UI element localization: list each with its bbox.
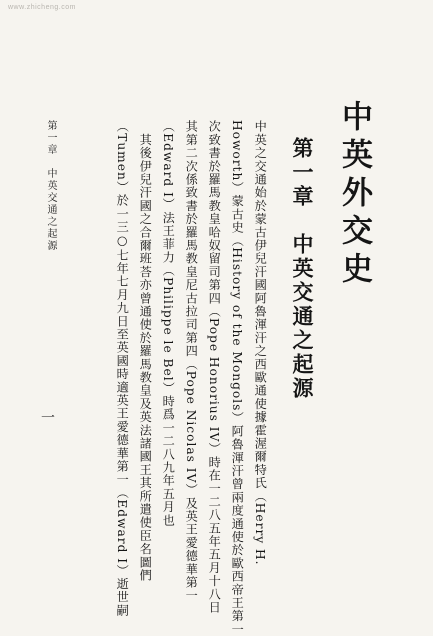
paragraph-line-4: 其第二次係致書於羅馬教皇尼古拉司第四（Pope Nicolas IV）及英王愛德華第一 <box>184 120 199 603</box>
paragraph-line-3: 次致書於羅馬教皇哈奴留司第四（Pope Honorius IV）時在一二八五年五月十八日 <box>207 120 222 615</box>
paragraph-line-5: （Edward I）法王菲力（Philippe le Bel）時爲一二八九年五月也 <box>161 120 176 527</box>
chapter-title: 第一章 中英交通之起源 <box>290 137 315 401</box>
watermark: www.zhicheng.com <box>8 4 76 11</box>
folio: 一 <box>39 410 55 424</box>
paragraph-line-1: 中英之交通始於蒙古伊兒汗國阿魯渾汗之西歐通使據霍渥爾特氏（Herry H. <box>253 120 268 566</box>
paragraph-line-6: 其後伊兒汗國之合爾班荅亦曾通使於羅馬教皇及英法諸國王其所遣使臣名圖們 <box>138 120 153 582</box>
paragraph-line-2: Howorth）蒙古史（History of the Mongols）阿魯渾汗曾兩度通使於歐西帝王第一 <box>230 120 245 636</box>
running-head: 第一章 中英交通之起源 <box>45 120 56 252</box>
paragraph-line-7: （Tumen）於一三○七年七月九日至英國時適英王愛德華第一（Edward I）逝世嗣 <box>115 120 130 617</box>
book-title: 中英外交史 <box>336 100 372 290</box>
